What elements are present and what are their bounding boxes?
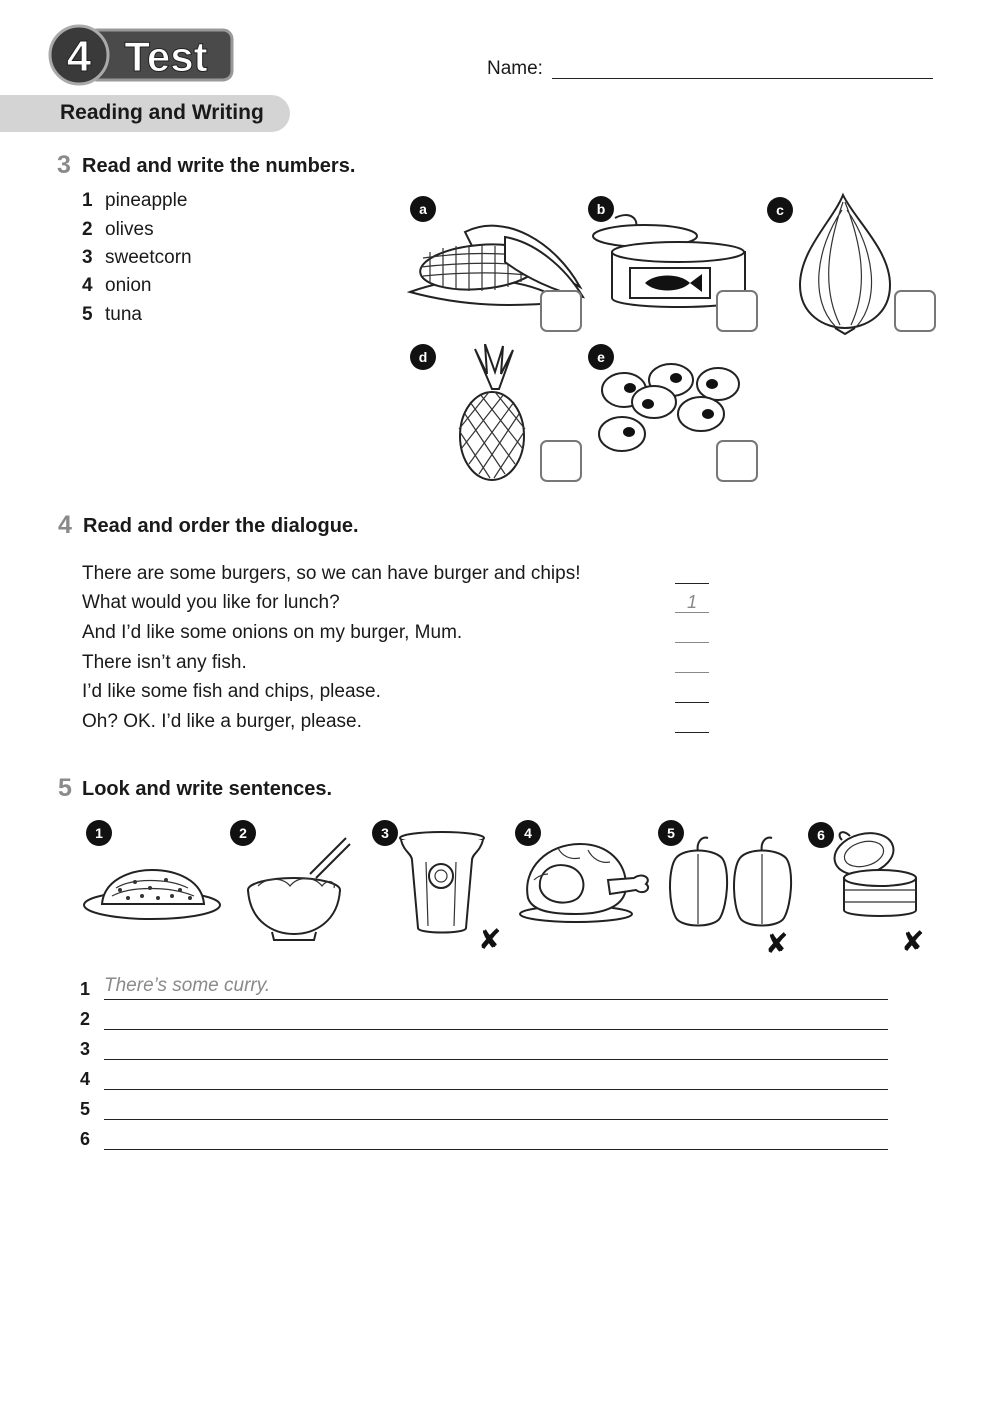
dialogue-order-blank[interactable] xyxy=(675,712,709,733)
picture-number: 3 xyxy=(372,820,398,846)
picture-letter: b xyxy=(588,196,614,222)
dialogue-order-blank[interactable] xyxy=(675,652,709,673)
cross-mark-icon: ✘ xyxy=(901,926,925,957)
word-list-item xyxy=(82,219,154,241)
word-number: 5 xyxy=(82,304,93,325)
band-title: Reading and Writing xyxy=(60,101,264,124)
word-text: tuna xyxy=(105,304,142,325)
word-list-item xyxy=(82,247,192,269)
sentence-number: 3 xyxy=(80,1039,91,1059)
dialogue-order-blank[interactable] xyxy=(675,622,709,643)
sentence-number: 6 xyxy=(80,1129,91,1149)
sentence-line[interactable] xyxy=(104,1125,888,1150)
word-text: pineapple xyxy=(105,190,188,211)
yoghurt-cup-icon xyxy=(398,830,488,936)
picture-number: 5 xyxy=(658,820,684,846)
badge-label: Test xyxy=(124,33,208,80)
section-4-number: 4 xyxy=(58,511,72,539)
dialogue-line: There are some burgers, so we can have burger and chips! xyxy=(82,563,581,584)
cross-mark-icon: ✘ xyxy=(478,924,502,955)
unit-test-badge xyxy=(48,24,236,86)
word-text: onion xyxy=(105,275,152,296)
dialogue-order-blank[interactable] xyxy=(675,563,709,584)
answer-box-c[interactable] xyxy=(894,290,936,332)
onion-icon xyxy=(795,190,895,335)
word-list-item xyxy=(82,275,152,297)
tin-can-icon xyxy=(828,826,922,920)
roast-chicken-icon xyxy=(518,838,658,926)
cross-mark-icon: ✘ xyxy=(765,928,789,959)
dialogue-order-blank[interactable] xyxy=(675,682,709,703)
word-list-item xyxy=(82,190,187,212)
noodle-bowl-icon xyxy=(244,832,354,944)
order-answer: 1 xyxy=(686,592,697,612)
sentence-line[interactable] xyxy=(104,975,888,1000)
picture-number: 1 xyxy=(86,820,112,846)
name-input-line[interactable] xyxy=(552,78,933,79)
word-number: 4 xyxy=(82,275,93,296)
dialogue-line: There isn’t any fish. xyxy=(82,652,247,673)
picture-letter: d xyxy=(410,344,436,370)
pineapple-icon xyxy=(455,344,530,484)
peppers-icon xyxy=(664,834,794,930)
sentence-line[interactable] xyxy=(104,1065,888,1090)
picture-letter: c xyxy=(767,197,793,223)
sentence-line[interactable] xyxy=(104,1095,888,1120)
picture-number: 2 xyxy=(230,820,256,846)
answer-box-b[interactable] xyxy=(716,290,758,332)
word-text: olives xyxy=(105,219,154,240)
answer-box-a[interactable] xyxy=(540,290,582,332)
sentence-number: 1 xyxy=(80,979,91,999)
picture-letter: a xyxy=(410,196,436,222)
section-3-title: Read and write the numbers. xyxy=(82,155,356,177)
curry-plate-icon xyxy=(80,858,225,924)
section-5-title: Look and write sentences. xyxy=(82,778,333,800)
name-label: Name: xyxy=(487,58,543,79)
example-answer: There’s some curry. xyxy=(104,975,271,996)
dialogue-order-blank[interactable] xyxy=(675,592,709,613)
sentence-number: 2 xyxy=(80,1009,91,1029)
sentence-line[interactable] xyxy=(104,1005,888,1030)
dialogue-line: And I’d like some onions on my burger, Mum. xyxy=(82,622,463,643)
dialogue-line: I’d like some fish and chips, please. xyxy=(82,681,381,702)
unit-number: 4 xyxy=(66,32,92,81)
word-text: sweetcorn xyxy=(105,247,192,268)
picture-number: 4 xyxy=(515,820,541,846)
dialogue-line: Oh? OK. I’d like a burger, please. xyxy=(82,711,362,732)
word-number: 3 xyxy=(82,247,93,268)
picture-number: 6 xyxy=(808,822,834,848)
word-number: 2 xyxy=(82,219,93,240)
sentence-line[interactable] xyxy=(104,1035,888,1060)
sentence-number: 4 xyxy=(80,1069,91,1089)
answer-box-e[interactable] xyxy=(716,440,758,482)
word-list-item xyxy=(82,304,142,326)
section-4-title: Read and order the dialogue. xyxy=(83,515,359,537)
section-3-number: 3 xyxy=(57,151,71,179)
section-5-number: 5 xyxy=(58,774,72,802)
sentence-number: 5 xyxy=(80,1099,91,1119)
picture-letter: e xyxy=(588,344,614,370)
answer-box-d[interactable] xyxy=(540,440,582,482)
dialogue-line: What would you like for lunch? xyxy=(82,592,340,613)
word-number: 1 xyxy=(82,190,93,211)
